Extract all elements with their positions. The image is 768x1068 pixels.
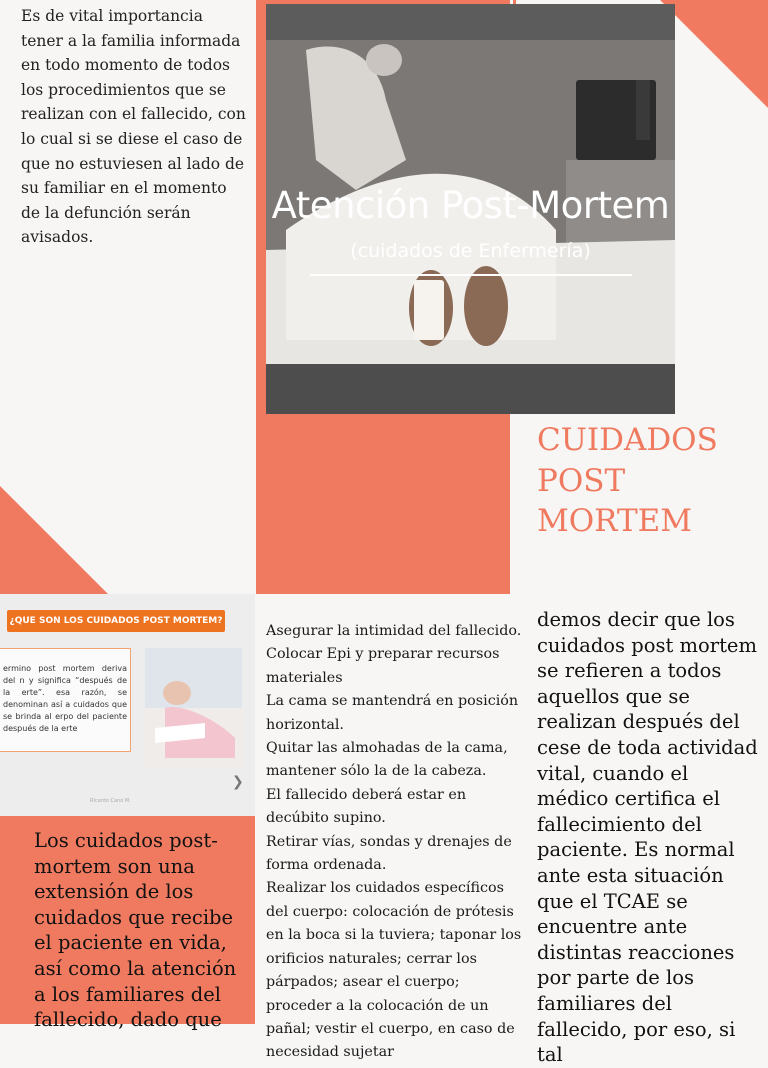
triangle-left-middle [0,486,108,594]
care-step: Retirar vías, sondas y drenajes de forma ordenada. [266,833,512,874]
care-step: El fallecido deberá estar en decúbito supino. [266,786,467,827]
cover-photo-subtitle: (cuidados de Enfermería) [350,240,591,262]
cover-photo-bottom-bar [266,364,675,414]
cover-photo-title: Atención Post-Mortem [271,184,670,227]
cover-photo [266,4,675,414]
slide-footer-author: Ricardo Cano M. [90,798,131,804]
definition-paragraph: Los cuidados post-mortem son una extensión de los cuidados que recibe el paciente en vida, así como la atención a los familiares del fallecido, dado que [34,829,237,1032]
patient-bed-illustration [145,648,242,768]
slide-definition-box: ermino post mortem deriva del n y significa “después de la erte”. esa razón, se denominan así a cuidados que se brinda al erpo del paciente después de la erte [0,648,131,752]
embedded-slide [0,594,255,816]
slide-patient-photo [145,648,242,768]
care-step: Colocar Epi y preparar recursos materiales [266,646,500,686]
intro-paragraph: Es de vital importancia tener a la familia informada en todo momento de todos los procedimientos que se realizan con el fallecido, con lo cual si se diese el caso de que no estuviesen al lado de su familiar en el momento de la defunción serán avisados. [21,7,246,247]
care-step: Quitar las almohadas de la cama, mantener sólo la de la cabeza. [266,740,508,780]
care-step: La cama se mantendrá en posición horizontal. [266,693,519,733]
section-heading: CUIDADOS POST MORTEM [537,422,718,539]
chevron-right-icon[interactable]: ❯ [232,774,244,790]
explanation-paragraph: demos decir que los cuidados post mortem se refieren a todos aquellos que se realizan después del cese de toda actividad vital, cuando el médico certifica el fallecimiento del paciente. Es normal ante esta situación que el TCAE se encuentre ante distintas reacciones por parte de los familiares del fallecido, por eso, si tal [537,608,758,1067]
slide-banner-title: ¿QUE SON LOS CUIDADOS POST MORTEM? [7,610,225,632]
corner-triangle-top-right [660,0,768,108]
care-steps-list [266,620,522,1065]
care-step: Realizar los cuidados específicos del cuerpo: colocación de prótesis en la boca si la tuviera; taponar los orificios naturales; cerrar los párpados; asear el cuerpo; proceder a la colocación de un pañal; vestir el cuerpo, en caso de necesidad sujetar [266,880,522,1061]
care-step: Asegurar la intimidad del fallecido. [266,623,522,639]
cover-photo-divider [310,274,632,276]
